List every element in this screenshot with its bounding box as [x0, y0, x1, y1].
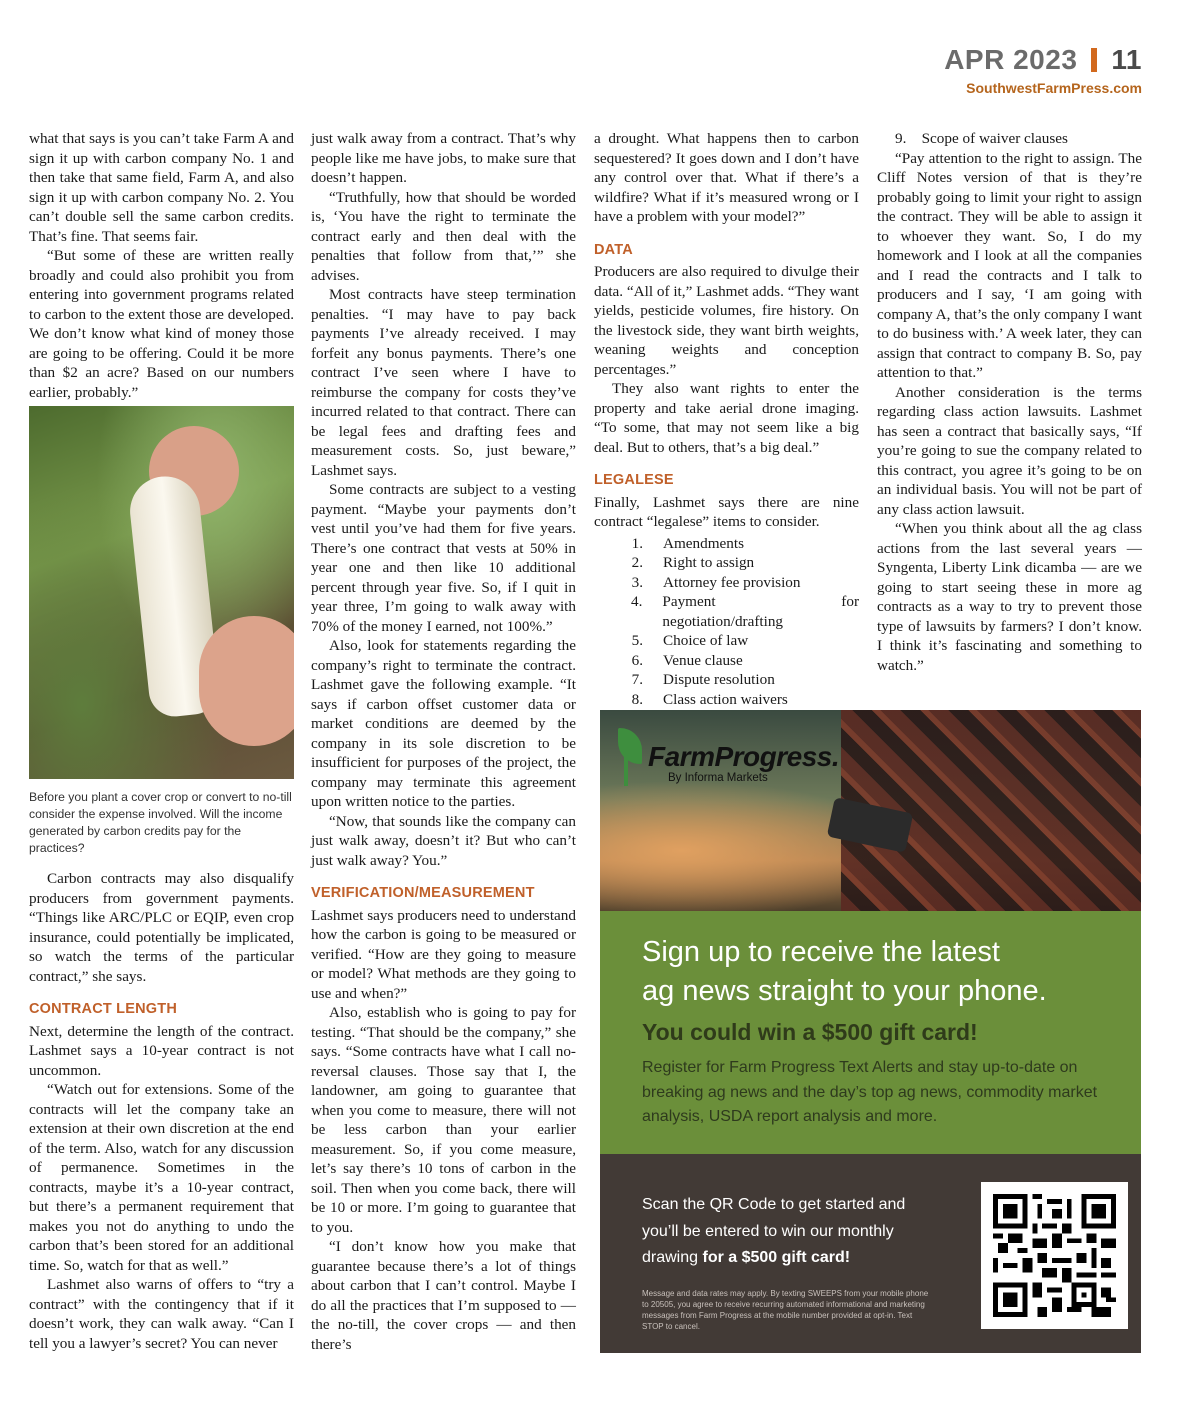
- list-item: [594, 651, 859, 671]
- subhead-data: DATA: [594, 241, 633, 258]
- qr-code[interactable]: [981, 1182, 1128, 1329]
- paragraph: “Watch out for extensions. Some of the contracts will let the company take an extension at their own discretion at the end of the term. Also, watch for any discussion of permanence. Sometimes in the contracts, maybe it’s a 10-year contract, but there’s a permanent requirement that makes you not do anything to undo the carbon that’s been stored for an additional time. So, watch for that as well.”: [29, 1081, 294, 1274]
- list-text: Choice of law: [663, 632, 749, 649]
- paragraph: They also want rights to enter the property and take aerial drone imaging. “To some, that may not seem like a big deal. But to others, that’s a big deal.”: [594, 380, 859, 456]
- paragraph: “Now, that sounds like the company can just walk away, doesn’t it? But who can’t just walk away? You.”: [311, 812, 576, 869]
- ad-scan-section: [600, 1154, 1141, 1353]
- list-item: [594, 690, 859, 710]
- list-item: [594, 534, 859, 554]
- paragraph: what that says is you can’t take Farm A and sign it up with carbon company No. 1 and then take that same field, Farm A, and also sign it up with carbon company No. 2. You can’t double sell the same carbon credits. That’s fine. That seems fair.: [29, 130, 294, 245]
- column-3: [594, 129, 859, 709]
- paragraph: Producers are also required to divulge their data. “All of it,” Lashmet adds. “They want yields, pesticide volumes, fire history. On the livestock side, they want birth weights, weaning weights and conception percentages.”: [594, 263, 859, 378]
- subhead-verification: VERIFICATION/MEASUREMENT: [311, 885, 535, 901]
- list-text: Dispute resolution: [663, 671, 775, 688]
- list-item: [594, 631, 859, 651]
- list-text: Attorney fee provision: [663, 573, 801, 591]
- list-item: [594, 670, 859, 690]
- list-number: 2.: [631, 554, 643, 571]
- paragraph: Another consideration is the terms regarding class action lawsuits. Lashmet has seen a contract that basically says, “If you’re going to sue the company related to this contract, you agree it’s going to be on an individual basis. You will not be part of any class action lawsuit.: [877, 383, 1142, 518]
- list-text: Class action waivers: [663, 690, 788, 708]
- brand-byline: By Informa Markets: [668, 772, 768, 784]
- list-text: Venue clause: [663, 651, 743, 669]
- legalese-list: [594, 534, 859, 710]
- list-item: [594, 592, 859, 631]
- list-item: [594, 573, 859, 593]
- hand-image: [199, 616, 294, 746]
- list-text: Right to assign: [663, 554, 755, 571]
- scan-text-bold: for a $500 gift card!: [702, 1249, 851, 1266]
- paragraph: Lashmet also warns of offers to “try a contract” with the contingency that if it doesn’t work, they can walk away. “Can I tell you a lawyer’s secret? You can never: [29, 1276, 294, 1352]
- farm-progress-logo: [614, 728, 839, 784]
- farm-progress-ad[interactable]: [600, 710, 1141, 1353]
- list-text: Amendments: [663, 534, 744, 552]
- issue-line: [944, 44, 1142, 76]
- list-item-9: 9. Scope of waiver clauses: [895, 130, 1068, 147]
- ad-headline-1: Sign up to receive the latest: [642, 936, 1000, 968]
- leaf-icon: [614, 728, 644, 784]
- column-2: [311, 129, 576, 1354]
- paragraph: “Pay attention to the right to assign. The Cliff Notes version of that is they’re probably going to limit your right to assign the contract. They will be able to assign it to whoever they want. So, I do my homework and I look at all the companies and I read the contracts and I talk to producers and I say, ‘I am going with company A, that’s the only company I want to do business with.’ A week later, they can assign that contract to company B. So, pay attention to that.”: [877, 149, 1142, 381]
- page-number: 11: [1111, 44, 1142, 75]
- list-number: 1.: [631, 534, 643, 552]
- paragraph: just walk away from a contract. That’s why people like me have jobs, to make sure that doesn’t happen.: [311, 130, 576, 186]
- paragraph: Lashmet says producers need to understand how the carbon is going to be measured or verified. “How are they going to measure or model? What methods are they going to use and when?”: [311, 906, 576, 1002]
- column-4: [877, 129, 1142, 675]
- paragraph: “Truthfully, how that should be worded is, ‘You have the right to terminate the contract early and then deal with the penalties that follow from that,’” she advises.: [311, 188, 576, 284]
- ad-body: Register for Farm Progress Text Alerts and stay up-to-date on breaking ag news and the day’s top ag news, commodity market analysis, USDA report analysis and more.: [642, 1059, 1098, 1125]
- photo-caption: Before you plant a cover crop or convert to no-till consider the expense involved. Will the income generated by carbon credits pay for the practices?: [29, 790, 292, 855]
- qr-code-icon: [993, 1194, 1116, 1317]
- scan-text-plain: Scan the QR Code to get started and you’ll be entered to win our monthly drawing: [642, 1196, 906, 1266]
- list-number: 6.: [631, 651, 643, 669]
- ad-win-line: You could win a $500 gift card!: [642, 1019, 978, 1045]
- divider-bar: [1091, 48, 1097, 72]
- paragraph: “When you think about all the ag class actions from the last several years — Syngenta, Liberty Link dicamba — are we going to start seeing these in more ag contracts as a way to try to prevent those type of lawsuits by farmers? I don’t know. I think it’s fascinating and something to watch.”: [877, 520, 1142, 674]
- column-1: [29, 129, 294, 1353]
- list-item: [594, 553, 859, 573]
- list-number: 8.: [631, 690, 643, 708]
- page-header: [944, 44, 1142, 96]
- subhead-legalese: LEGALESE: [594, 472, 674, 488]
- list-text: Payment for negotiation/drafting: [662, 593, 859, 630]
- ad-headline-2: ag news straight to your phone.: [642, 975, 1047, 1007]
- paragraph: Carbon contracts may also disqualify producers from government payments. “Things like ARC/PLC or EQIP, even crop insurance, could potentially be implicated, so watch the terms of the particular contract,” she says.: [29, 870, 294, 985]
- paragraph: “I don’t know how you make that guarantee because there’s a lot of things about carbon that I can’t control. Maybe I do all the practices that I’m supposed to — the no-till, the cover crops — and then there’s: [311, 1238, 576, 1353]
- paragraph: a drought. What happens then to carbon sequestered? It goes down and I don’t have any control over that. What if there’s a wildfire? What if it’s measured wrong or I have a problem with your model?”: [594, 130, 859, 225]
- scan-text: [642, 1192, 942, 1272]
- paragraph: Some contracts are subject to a vesting payment. “Maybe your payments don’t vest until you’ve had them for five years. There’s one contract that vests at 50% in year one and then like 10 additional percent through year five. So, if I quit in year three, I’m going to walk away with 70% of the money I earned, not 100%.”: [311, 481, 576, 635]
- ad-promo: [600, 911, 1141, 1154]
- subhead-contract-length: CONTRACT LENGTH: [29, 1001, 177, 1017]
- brand-name: FarmProgress.: [648, 741, 840, 772]
- fine-print: Message and data rates may apply. By texting SWEEPS from your mobile phone to 20505, you agree to receive recurring automated informational and marketing messages from Farm Progress at the mobile number provided at opt-in. Text STOP to cancel.: [642, 1288, 929, 1331]
- paragraph: Most contracts have steep termination penalties. “I may have to pay back payments I’ve already received. I may forfeit any bonus payments. There’s one contract I’ve seen where I have to reimburse the company for costs they’ve incurred related to that contract. There can be legal fees and drafting fees and measurement costs. So, just beware,” Lashmet says.: [311, 286, 576, 479]
- paragraph: Next, determine the length of the contract. Lashmet says a 10-year contract is not uncommon.: [29, 1022, 294, 1079]
- issue-date: APR 2023: [944, 44, 1078, 75]
- list-number: 7.: [631, 671, 643, 688]
- paragraph: Also, look for statements regarding the company’s right to terminate the contract. Lashmet gave the following example. “It says if carbon offset customer data or market conditions are deemed by the company in its sole discretion to be insufficient for purposes of the project, the company may terminate this agreement upon written notice to the parties.: [311, 637, 576, 810]
- paragraph: “But some of these are written really broadly and could also prohibit you from entering into government programs related to carbon to the extent those are developed. We don’t know what kind of money those are going to be offering. Could it be more than $2 an acre? Based on our numbers earlier, probably.”: [29, 247, 294, 401]
- list-number: 5.: [631, 632, 643, 649]
- list-number: 3.: [631, 573, 643, 591]
- list-number: 4.: [631, 593, 643, 610]
- radish-photo: [29, 406, 294, 779]
- ad-photo: [600, 710, 1141, 911]
- site-link[interactable]: SouthwestFarmPress.com: [966, 80, 1142, 96]
- paragraph: Also, establish who is going to pay for testing. “That should be the company,” she says. “Some contracts have what I call no-reversal clauses. Those say that I, the landowner, am going to guarantee that when you come to measure, there will not be less carbon than your earlier measurement. So, if you come measure, let’s say there’s 10 tons of carbon in the soil. Then when you come back, there will be 10 or more. I’m going to guarantee that to you.: [311, 1004, 576, 1236]
- paragraph: Finally, Lashmet says there are nine contract “legalese” items to consider.: [594, 493, 859, 530]
